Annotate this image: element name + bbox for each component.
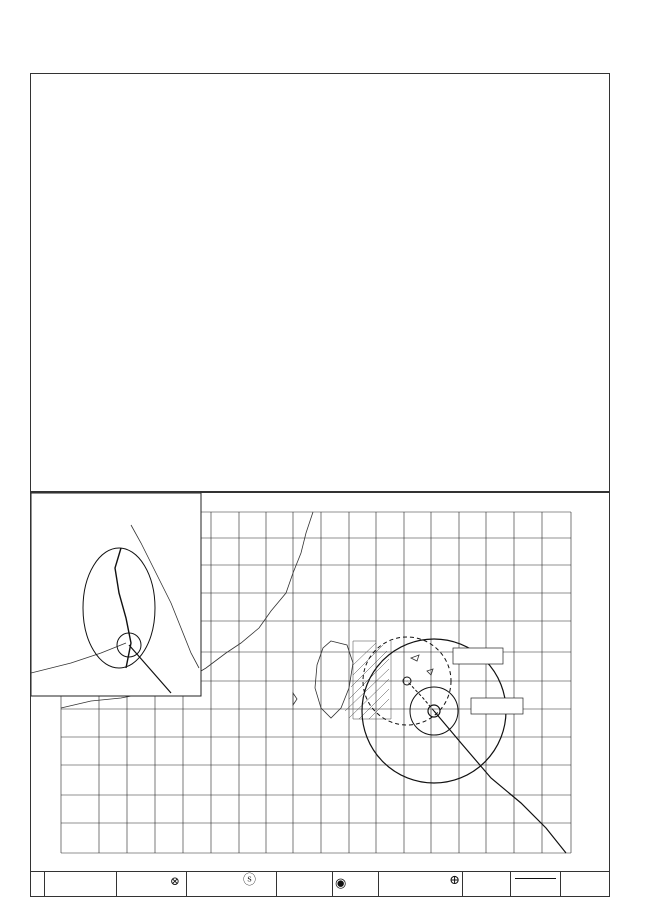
track-map — [30, 492, 610, 872]
report-meta — [34, 54, 607, 72]
legend-forecast-track — [463, 872, 511, 896]
legend-title — [31, 872, 45, 896]
legend-td — [117, 872, 187, 896]
legend-typhoon — [333, 872, 379, 896]
td-icon: ⊗ — [169, 874, 180, 888]
forecast-icon: ⊕ — [449, 873, 460, 888]
past-track — [434, 711, 566, 853]
inset-map — [31, 493, 201, 696]
forecast-track — [407, 681, 434, 711]
legend-current — [45, 872, 117, 896]
light-typhoon-icon: ⓢ — [242, 873, 256, 888]
legend-moderate — [277, 872, 333, 896]
track-map-svg — [31, 493, 610, 872]
legend-bar — [30, 872, 610, 897]
legend-past-track — [511, 872, 561, 896]
warning-text-box — [30, 73, 610, 492]
strong-typhoon-icon: ◉ — [335, 876, 347, 891]
legend-forecast — [379, 872, 463, 896]
warning-area-hatch — [345, 641, 391, 719]
legend-warning-area — [561, 872, 611, 896]
legend-light — [187, 872, 277, 896]
